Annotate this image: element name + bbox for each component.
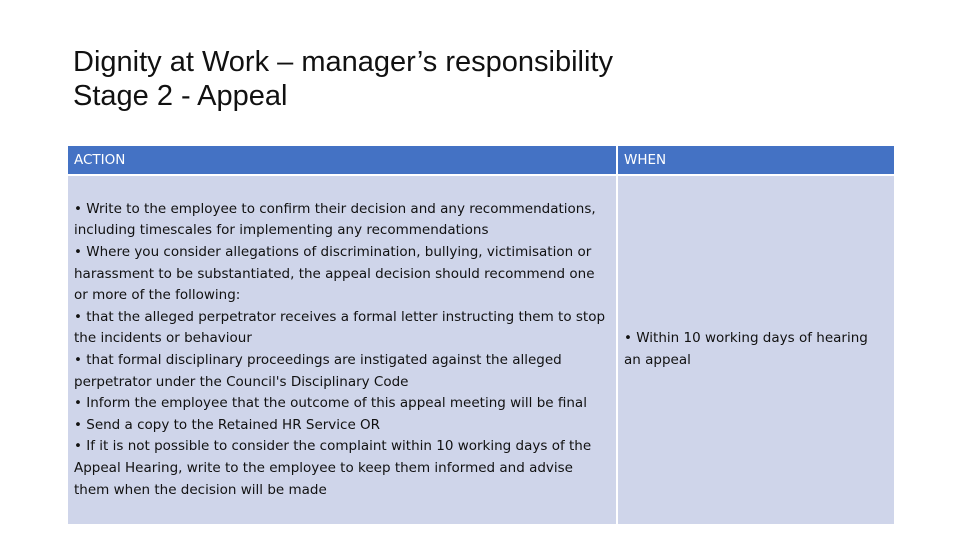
table-row [67, 175, 895, 525]
action-item: • Send a copy to the Retained HR Service OR [74, 416, 381, 433]
slide-title-line-2: Stage 2 - Appeal [73, 80, 288, 112]
when-cell [617, 175, 895, 525]
responsibility-table [66, 144, 896, 526]
slide-title [73, 45, 613, 113]
action-item: • Where you consider allegations of discrimination, bullying, victimisation or harassment to be substantiated, the appeal decision should recommend one or more of the following: [74, 244, 595, 304]
action-column-header: ACTION [67, 145, 617, 175]
action-item: • Write to the employee to confirm their decision and any recommendations, including timescales for implementing any recommendations [74, 200, 596, 239]
action-item: • that the alleged perpetrator receives a formal letter instructing them to stop the incidents or behaviour [74, 308, 606, 347]
action-item: • that formal disciplinary proceedings are instigated against the alleged perpetrator under the Council's Disciplinary Code [74, 352, 562, 390]
action-item: • Inform the employee that the outcome of this appeal meeting will be final [74, 395, 587, 412]
table-header-row [67, 145, 895, 175]
slide-title-line-1: Dignity at Work – manager’s responsibility [73, 46, 613, 78]
when-column-header: WHEN [617, 145, 895, 175]
action-item: • If it is not possible to consider the complaint within 10 working days of the Appeal Hearing, write to the employee to keep them informed and advise them when the decision will be made [74, 438, 592, 498]
action-cell [67, 175, 617, 525]
when-item: • Within 10 working days of hearing an appeal [624, 330, 868, 368]
